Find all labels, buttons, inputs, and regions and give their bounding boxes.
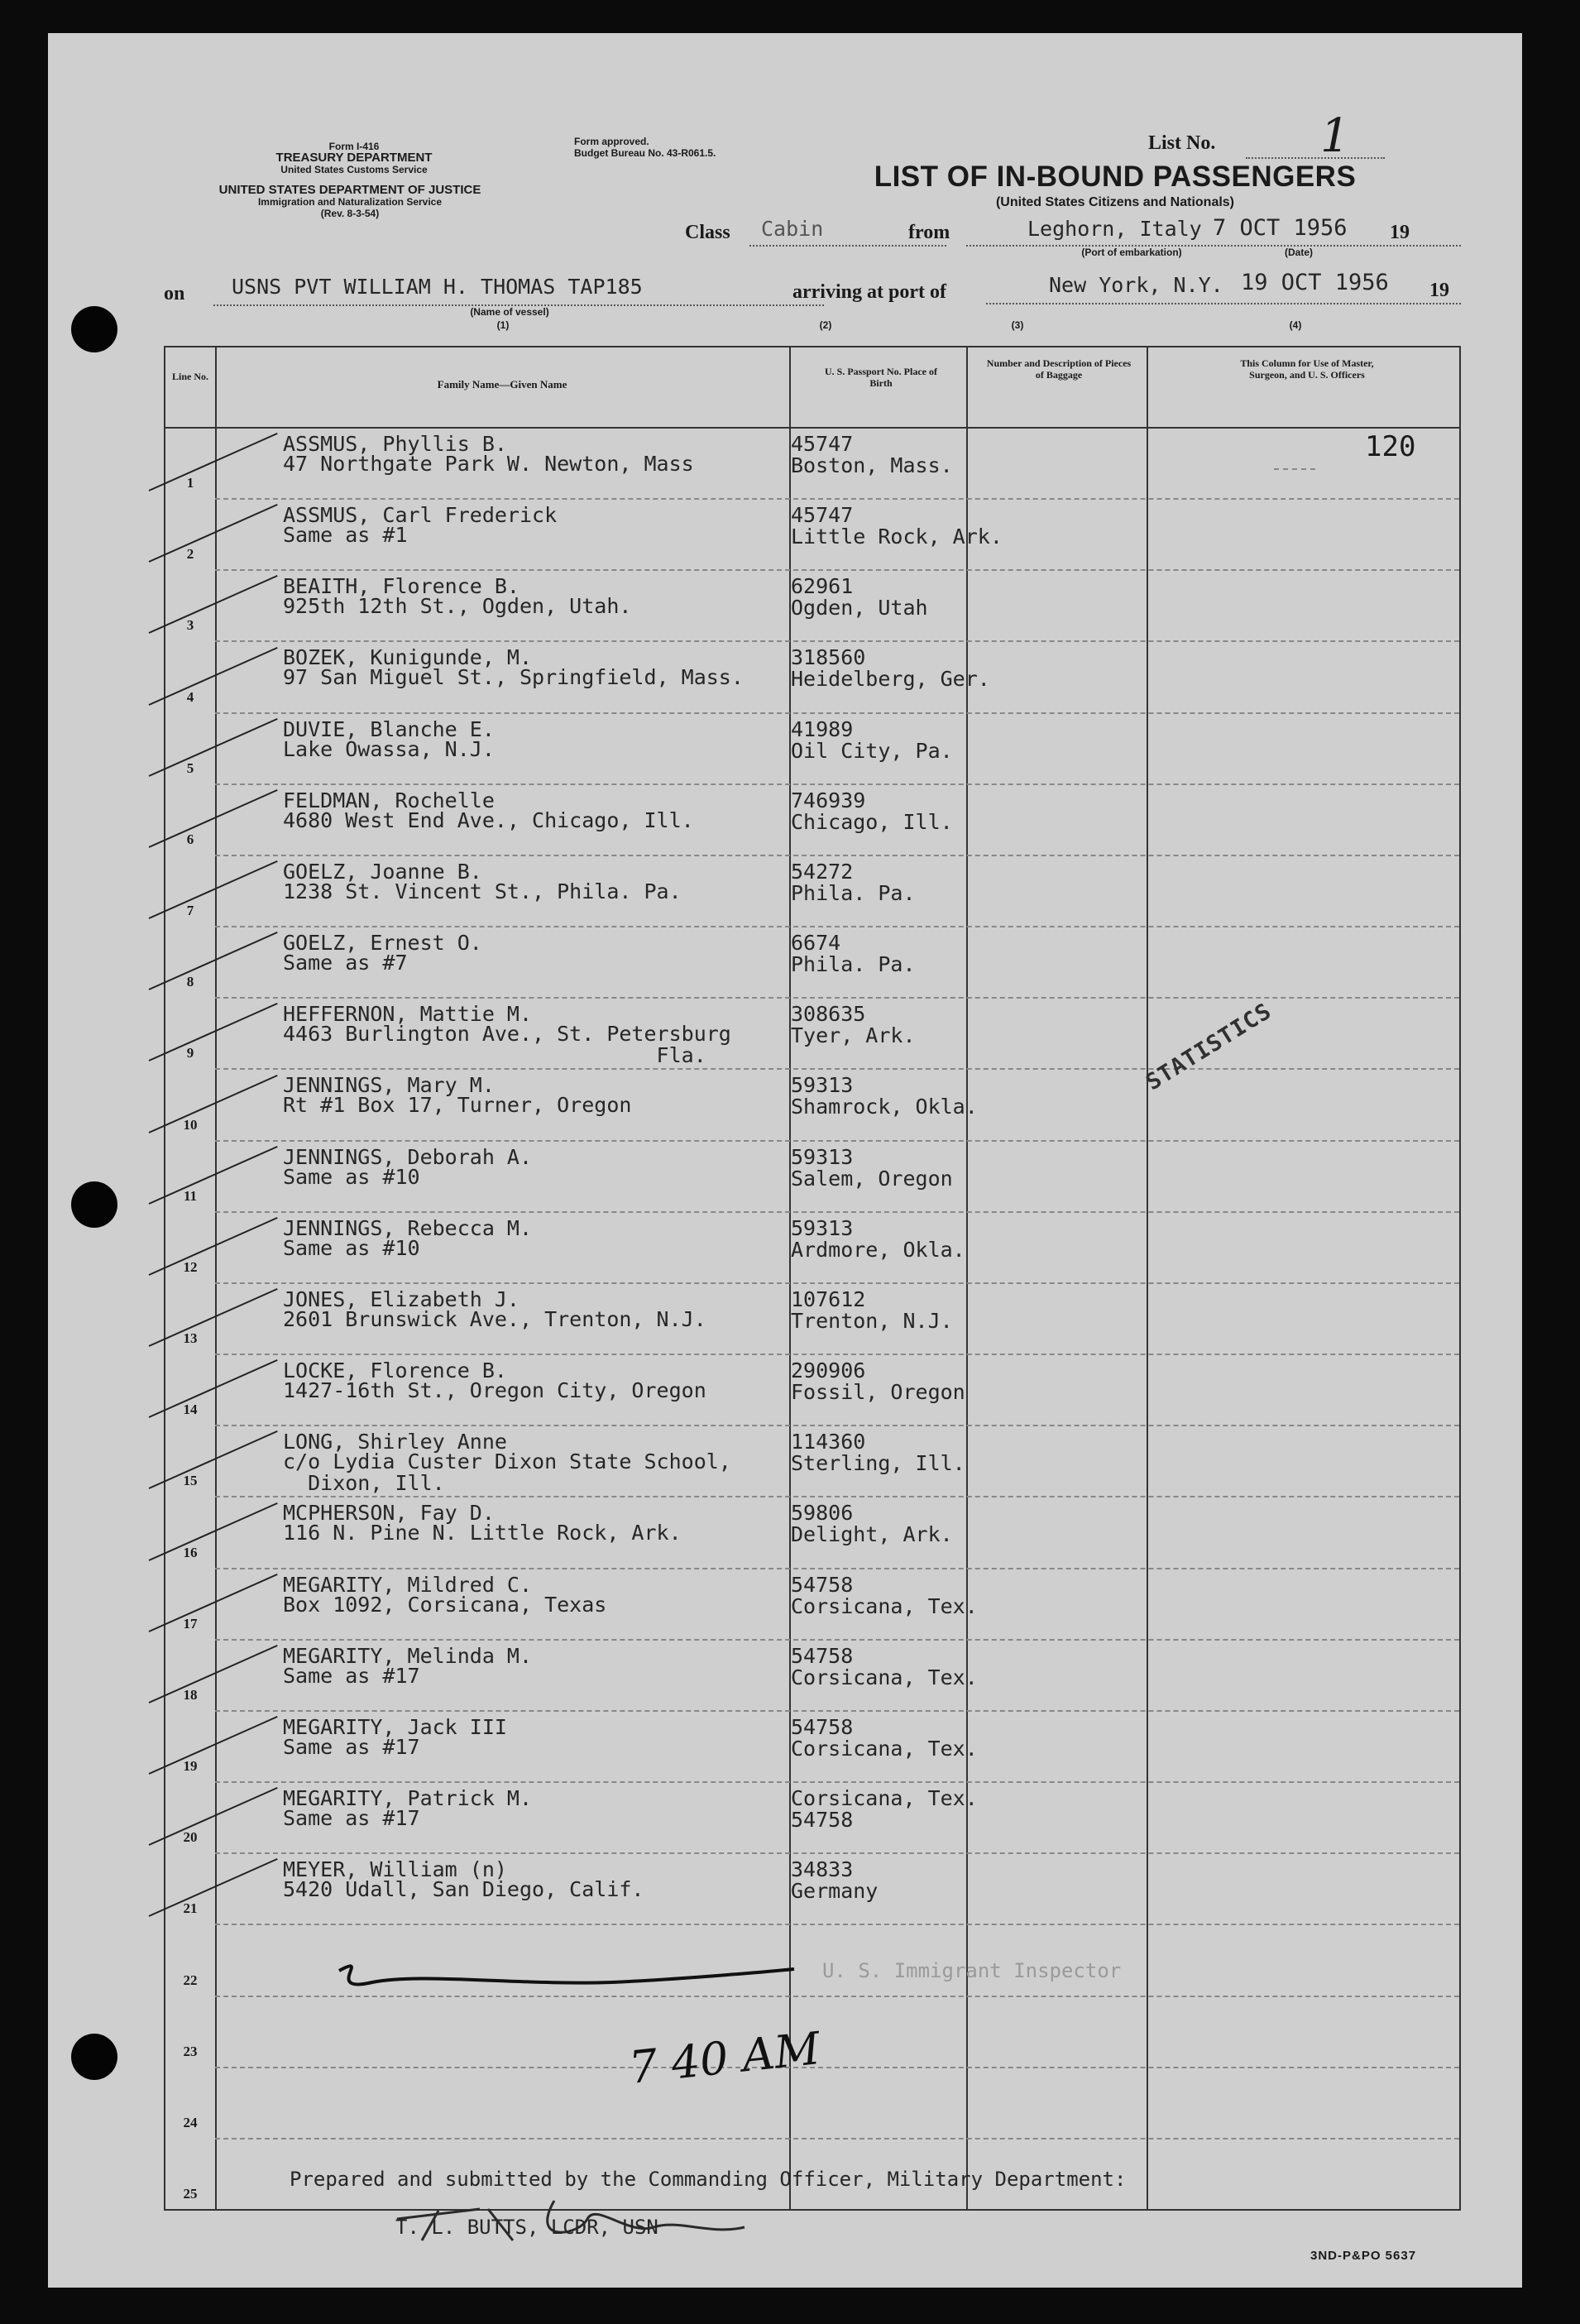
- arrival-port: New York, N.Y.: [1049, 273, 1223, 297]
- passenger-address: Same as #10: [283, 1235, 420, 1260]
- line-number: 18: [183, 1686, 198, 1703]
- table-row: [165, 1639, 1459, 1710]
- line-number: 5: [186, 759, 194, 776]
- table-row: [165, 1852, 1459, 1924]
- place-of-birth: Heidelberg, Ger.: [791, 667, 990, 692]
- passport-number: 45747: [791, 432, 854, 456]
- from-label: from: [908, 222, 950, 243]
- table-row: [165, 1568, 1459, 1639]
- passenger-address: 4463 Burlington Ave., St. Petersburg Fla.: [283, 1022, 731, 1068]
- place-of-birth: Corsicana, Tex.: [791, 1736, 978, 1761]
- line-number: 2: [186, 546, 194, 563]
- line-number: 21: [183, 1900, 198, 1917]
- line-number: 22: [183, 1972, 198, 1988]
- arriving-label: arriving at port of: [792, 281, 946, 303]
- col-3-caption: (3): [1011, 319, 1024, 331]
- table-row: [165, 926, 1459, 997]
- place-of-birth: Shamrock, Okla.: [791, 1095, 978, 1119]
- line-number: 15: [183, 1473, 198, 1489]
- passenger-address: 2601 Brunswick Ave., Trenton, N.J.: [283, 1306, 706, 1331]
- passenger-name: MEYER, William (n): [283, 1857, 507, 1882]
- justice-dept: UNITED STATES DEPARTMENT OF JUSTICE: [218, 183, 481, 197]
- embarkation-date: 7 OCT 1956: [1213, 215, 1348, 241]
- passenger-address: 1427-16th St., Oregon City, Oregon: [283, 1378, 706, 1403]
- passenger-address: Same as #17: [283, 1734, 420, 1759]
- passenger-address: Same as #17: [283, 1663, 420, 1688]
- place-of-birth: Germany: [791, 1879, 879, 1904]
- inspector-signature: [314, 1953, 811, 2002]
- passport-number: 318560: [791, 645, 866, 670]
- revision: (Rev. 8-3-54): [320, 208, 380, 219]
- passport-number: 59313: [791, 1215, 854, 1240]
- passport-number: 746939: [791, 788, 866, 812]
- passenger-address: Same as #7: [283, 951, 408, 975]
- col-2-caption: (2): [819, 319, 832, 331]
- passport-number: 54272: [791, 859, 854, 884]
- passport-number: 107612: [791, 1287, 866, 1311]
- place-of-birth: Fossil, Oregon: [791, 1380, 965, 1405]
- passenger-name: ASSMUS, Carl Frederick: [283, 503, 558, 528]
- footer-code: 3ND-P&PO 5637: [1310, 2249, 1417, 2263]
- header-officers: This Column for Use of Master, Surgeon, and U. S. Officers: [1240, 357, 1374, 381]
- passenger-address: Rt #1 Box 17, Turner, Oregon: [283, 1093, 632, 1118]
- passport-number: 45747: [791, 503, 854, 528]
- place-of-birth: Corsicana, Tex.: [791, 1665, 978, 1689]
- place-of-birth: Oil City, Pa.: [791, 738, 953, 763]
- passenger-name: GOELZ, Ernest O.: [283, 931, 482, 956]
- place-of-birth: Corsicana, Tex.: [791, 1593, 978, 1618]
- vessel-name: USNS PVT WILLIAM H. THOMAS TAP185: [232, 275, 643, 299]
- table-row: [165, 640, 1459, 712]
- line-number: 14: [183, 1402, 198, 1418]
- passenger-name: DUVIE, Blanche E.: [283, 716, 495, 741]
- place-of-birth: Tyer, Ark.: [791, 1023, 916, 1048]
- line-number: 4: [186, 688, 194, 705]
- treasury-dept: TREASURY DEPARTMENT: [275, 151, 433, 165]
- officer-count: 120: [1365, 430, 1416, 463]
- col-1-caption: (1): [496, 319, 510, 331]
- passport-number: 41989: [791, 716, 854, 741]
- passenger-address: Same as #10: [283, 1164, 420, 1189]
- signer-name: T. L. BUTTS, LCDR, USN: [395, 2216, 658, 2239]
- col-4-caption: (4): [1289, 319, 1302, 331]
- year-suffix-1: 19: [1390, 222, 1410, 243]
- table-row: [165, 498, 1459, 569]
- passenger-address: Lake Owassa, N.J.: [283, 736, 495, 761]
- place-of-birth: 54758: [791, 1808, 854, 1833]
- vessel-caption: (Name of vessel): [470, 306, 549, 318]
- passport-number: 114360: [791, 1430, 866, 1454]
- table-row: [165, 2067, 1459, 2138]
- binder-hole-bottom: [71, 2034, 117, 2080]
- table-row: [165, 1496, 1459, 1567]
- passport-number: 59806: [791, 1501, 854, 1526]
- passenger-name: LONG, Shirley Anne: [283, 1430, 507, 1454]
- table-row: [165, 712, 1459, 783]
- line-number: 7: [186, 903, 194, 919]
- line-number: 6: [186, 831, 194, 847]
- passenger-name: MEGARITY, Mildred C.: [283, 1572, 533, 1597]
- place-of-birth: Trenton, N.J.: [791, 1308, 953, 1333]
- passenger-table: [164, 346, 1461, 2239]
- passenger-address: 97 San Miguel St., Springfield, Mass.: [283, 665, 744, 690]
- table-row: [165, 1710, 1459, 1781]
- table-row: [165, 1068, 1459, 1139]
- table-row: [165, 1354, 1459, 1425]
- line-number: 24: [183, 2114, 198, 2130]
- line-number: 20: [183, 1829, 198, 1846]
- passport-number: 54758: [791, 1714, 854, 1739]
- list-no-label: List No.: [1148, 132, 1216, 154]
- date-caption: (Date): [1284, 247, 1313, 258]
- line-number: 17: [183, 1615, 198, 1632]
- line-number: 10: [183, 1116, 198, 1133]
- passport-number: 54758: [791, 1643, 854, 1668]
- passenger-name: MEGARITY, Patrick M.: [283, 1786, 533, 1811]
- header-passport: U. S. Passport No. Place of Birth: [825, 366, 937, 389]
- header-name: Family Name—Given Name: [437, 378, 567, 391]
- passenger-name: GOELZ, Joanne B.: [283, 859, 482, 884]
- embarkation-port: Leghorn, Italy: [1027, 217, 1202, 241]
- document-title: LIST OF IN-BOUND PASSENGERS: [874, 161, 1357, 193]
- passport-number: 59313: [791, 1144, 854, 1169]
- table-row: [165, 1425, 1459, 1496]
- list-no-value: 1: [1320, 109, 1350, 163]
- passenger-address: Same as #17: [283, 1806, 420, 1831]
- place-of-birth: Delight, Ark.: [791, 1522, 953, 1547]
- class-label: Class: [685, 222, 730, 243]
- passport-number: 6674: [791, 931, 841, 956]
- line-number: 16: [183, 1544, 198, 1560]
- passenger-name: JENNINGS, Mary M.: [283, 1073, 495, 1098]
- passenger-name: MCPHERSON, Fay D.: [283, 1501, 495, 1526]
- passenger-name: LOCKE, Florence B.: [283, 1358, 507, 1383]
- arrival-time-note: 7 40 AM: [626, 2022, 823, 2094]
- line-number: 1: [186, 475, 194, 491]
- table-row: [165, 855, 1459, 926]
- class-value: Cabin: [761, 217, 824, 241]
- passenger-address: 1238 St. Vincent St., Phila. Pa.: [283, 879, 682, 903]
- passenger-address: 116 N. Pine N. Little Rock, Ark.: [283, 1521, 682, 1545]
- table-row: [165, 1781, 1459, 1852]
- passenger-name: JENNINGS, Rebecca M.: [283, 1215, 533, 1240]
- place-of-birth: Chicago, Ill.: [791, 809, 953, 834]
- manifest-sheet: [48, 33, 1522, 2288]
- table-row: [165, 569, 1459, 640]
- statistics-stamp: STATISTICS: [1141, 998, 1276, 1096]
- passenger-address: 47 Northgate Park W. Newton, Mass: [283, 452, 694, 476]
- ins-service: Immigration and Naturalization Service: [257, 196, 443, 208]
- passport-number: 34833: [791, 1857, 854, 1882]
- passenger-address: Box 1092, Corsicana, Texas: [283, 1592, 607, 1617]
- passenger-name: HEFFERNON, Mattie M.: [283, 1002, 533, 1027]
- form-number: Form I-416: [328, 141, 380, 152]
- place-of-birth: Sterling, Ill.: [791, 1451, 965, 1476]
- header-line-no: Line No.: [171, 371, 208, 382]
- line-number: 3: [186, 617, 194, 634]
- passenger-name: BEAITH, Florence B.: [283, 574, 519, 599]
- passenger-address: Same as #1: [283, 523, 408, 548]
- passport-number: 54758: [791, 1572, 854, 1597]
- table-row: [165, 427, 1459, 498]
- header-baggage: Number and Description of Pieces of Baggage: [986, 357, 1132, 381]
- line-number: 8: [186, 974, 194, 990]
- passenger-name: ASSMUS, Phyllis B.: [283, 432, 507, 456]
- form-approved: Form approved.: [574, 136, 649, 147]
- passport-number: 290906: [791, 1358, 866, 1383]
- line-number: 13: [183, 1330, 198, 1347]
- table-row: [165, 1140, 1459, 1211]
- place-of-birth: Phila. Pa.: [791, 952, 916, 977]
- passenger-address: 4680 West End Ave., Chicago, Ill.: [283, 807, 694, 832]
- passenger-name: MEGARITY, Jack III: [283, 1714, 507, 1739]
- table-row: [165, 1211, 1459, 1282]
- place-of-birth: Ardmore, Okla.: [791, 1237, 965, 1262]
- line-number: 25: [183, 2185, 198, 2202]
- passenger-name: JENNINGS, Deborah A.: [283, 1144, 533, 1169]
- passenger-name: FELDMAN, Rochelle: [283, 788, 495, 812]
- prepared-statement: Prepared and submitted by the Commanding Officer, Military Department:: [290, 2168, 1127, 2191]
- line-number: 19: [183, 1758, 198, 1775]
- port-embarkation-caption: (Port of embarkation): [1081, 247, 1182, 258]
- passenger-address: c/o Lydia Custer Dixon State School, Dixon, Ill.: [283, 1450, 731, 1496]
- customs-service: United States Customs Service: [280, 164, 428, 175]
- table-row: [165, 1282, 1459, 1354]
- place-of-birth: Salem, Oregon: [791, 1166, 953, 1191]
- line-number: 9: [186, 1045, 194, 1061]
- binder-hole-middle: [71, 1181, 117, 1228]
- place-of-birth: Phila. Pa.: [791, 880, 916, 905]
- place-of-birth: Boston, Mass.: [791, 453, 953, 477]
- line-number: 12: [183, 1258, 198, 1275]
- passenger-name: BOZEK, Kunigunde, M.: [283, 645, 533, 670]
- place-of-birth: Little Rock, Ark.: [791, 525, 1003, 549]
- line-number: 23: [183, 2043, 198, 2059]
- inspector-caption: U. S. Immigrant Inspector: [822, 1959, 1122, 1982]
- table-row: [165, 783, 1459, 855]
- passenger-name: MEGARITY, Melinda M.: [283, 1643, 533, 1668]
- passport-number: 308635: [791, 1002, 866, 1027]
- document-subtitle: (United States Citizens and Nationals): [995, 195, 1235, 209]
- passport-number: 62961: [791, 574, 854, 599]
- place-of-birth: Ogden, Utah: [791, 596, 928, 621]
- arrival-date: 19 OCT 1956: [1241, 270, 1389, 295]
- budget-bureau: Budget Bureau No. 43-R061.5.: [574, 147, 716, 159]
- line-number: 11: [183, 1187, 198, 1204]
- passenger-name: JONES, Elizabeth J.: [283, 1287, 519, 1311]
- binder-hole-top: [71, 306, 117, 352]
- passport-number: Corsicana, Tex.: [791, 1786, 978, 1811]
- passport-number: 59313: [791, 1073, 854, 1098]
- year-suffix-2: 19: [1429, 280, 1449, 301]
- on-label: on: [164, 283, 185, 304]
- passenger-address: 5420 Udall, San Diego, Calif.: [283, 1877, 644, 1902]
- passenger-address: 925th 12th St., Ogden, Utah.: [283, 594, 632, 619]
